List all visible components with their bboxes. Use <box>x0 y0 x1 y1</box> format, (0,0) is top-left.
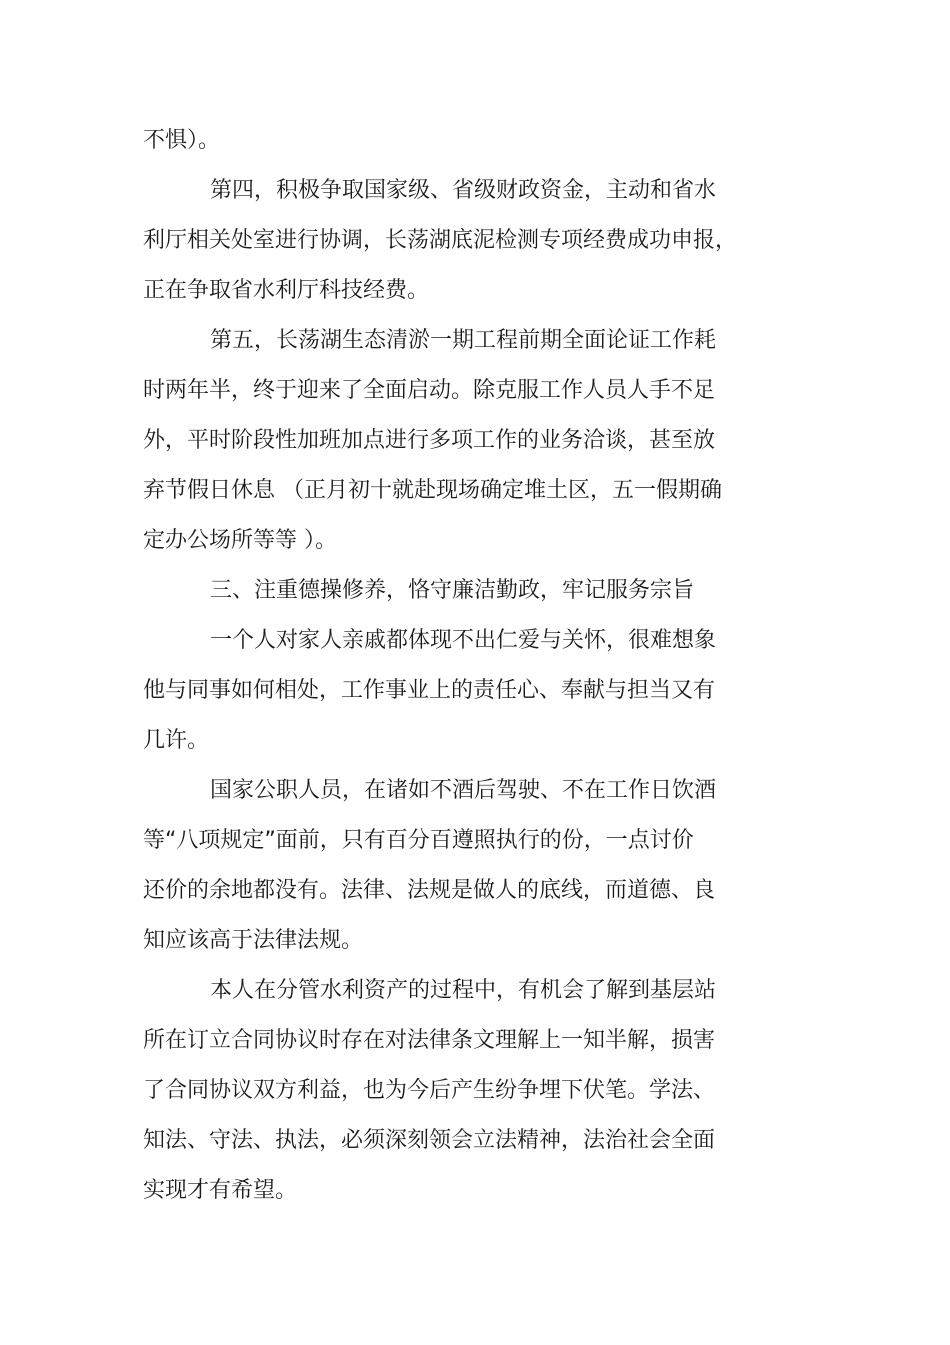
text-line: 利厅相关处室进行协调，长荡湖底泥检测专项经费成功申报， <box>143 228 738 253</box>
text-line: 弃节假日休息 （正月初十就赴现场确定堆土区，五一假期确 <box>143 478 722 503</box>
text-line: 了合同协议双方利益，也为今后产生纷争埋下伏笔。学法、 <box>143 1078 716 1103</box>
text-line: 所在订立合同协议时存在对法律条文理解上一知半解，损害 <box>143 1028 716 1053</box>
text-line: 知应该高于法律法规。 <box>143 928 364 953</box>
text-line: 实现才有希望。 <box>143 1178 298 1203</box>
paragraph-first-line: 一个人对家人亲戚都体现不出仁爱与关怀，很难想象 <box>210 628 717 653</box>
paragraph-first-line: 国家公职人员，在诸如不酒后驾驶、不在工作日饮酒 <box>210 778 717 803</box>
paragraph-first-line: 本人在分管水利资产的过程中，有机会了解到基层站 <box>210 978 717 1003</box>
text-line: 还价的余地都没有。法律、法规是做人的底线，而道德、良 <box>143 878 716 903</box>
text-line: 外，平时阶段性加班加点进行多项工作的业务洽谈，甚至放 <box>143 428 716 453</box>
text-line: 几许。 <box>143 728 210 753</box>
paragraph-first-line: 第四，积极争取国家级、省级财政资金，主动和省水 <box>210 178 717 203</box>
paragraph-first-line: 第五，长荡湖生态清淤一期工程前期全面论证工作耗 <box>210 328 717 353</box>
text-line: 他与同事如何相处，工作事业上的责任心、奉献与担当又有 <box>143 678 716 703</box>
text-line: 正在争取省水利厅科技经费。 <box>143 278 430 303</box>
text-line: 不惧）。 <box>143 128 221 153</box>
text-line: 等“八项规定”面前，只有百分百遵照执行的份，一点讨价 <box>143 828 694 853</box>
text-line: 知法、守法、执法，必须深刻领会立法精神，法治社会全面 <box>143 1128 716 1153</box>
section-heading: 三、注重德操修养，恪守廉洁勤政，牢记服务宗旨 <box>210 578 695 603</box>
text-line: 时两年半，终于迎来了全面启动。除克服工作人员人手不足 <box>143 378 716 403</box>
text-line: 定办公场所等等 ）。 <box>143 528 337 553</box>
